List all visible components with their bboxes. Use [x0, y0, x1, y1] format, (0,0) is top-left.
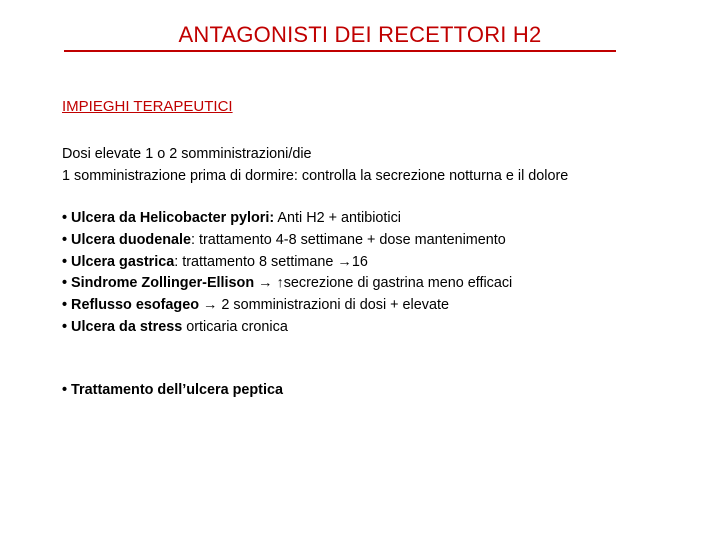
- bullet-bold-text: Reflusso esofageo →: [71, 297, 218, 314]
- bullet-item: [62, 230, 512, 252]
- bullet-item: [62, 317, 512, 339]
- bullet-item: [62, 295, 512, 317]
- bullet-text: Anti H2 + antibiotici: [274, 210, 401, 226]
- bullet-item: [62, 252, 512, 274]
- slide-title: ANTAGONISTI DEI RECETTORI H2: [178, 22, 542, 47]
- bullet-item: [62, 208, 512, 230]
- intro-line-2: 1 somministrazione prima di dormire: controlla la secrezione notturna e il dolore: [62, 167, 569, 184]
- bullet-bold-text: Ulcera duodenale: [71, 231, 192, 248]
- bullet-icon: •: [62, 275, 68, 292]
- bullet-item: [62, 273, 512, 295]
- section-subheading: IMPIEGHI TERAPEUTICI: [62, 98, 233, 115]
- bullet-bold-text: Ulcera da Helicobacter pylori:: [71, 210, 275, 226]
- bullet-icon: •: [62, 318, 68, 335]
- final-bullet: [62, 382, 283, 398]
- bullet-text: orticaria cronica: [182, 318, 288, 335]
- bullet-text: ↑secrezione di gastrina meno efficaci: [272, 275, 513, 292]
- bullet-icon: •: [62, 382, 68, 398]
- bullet-bold-text: Sindrome Zollinger-Ellison →: [71, 275, 273, 292]
- bullet-icon: •: [62, 253, 68, 270]
- title-underline-rule: [64, 50, 616, 52]
- intro-text: [62, 144, 568, 187]
- bullet-icon: •: [62, 231, 68, 248]
- final-bullet-text: Trattamento dell’ulcera peptica: [71, 382, 283, 398]
- bullet-bold-text: Ulcera da stress: [71, 318, 183, 335]
- bullet-bold-text: Ulcera gastrica: [71, 253, 175, 270]
- bullet-icon: •: [62, 210, 68, 226]
- intro-line-1: Dosi elevate 1 o 2 somministrazioni/die: [62, 146, 312, 162]
- bullet-text: : trattamento 8 settimane →16: [174, 253, 368, 270]
- bullet-list: [62, 208, 512, 339]
- bullet-text: 2 somministrazioni di dosi + elevate: [217, 297, 449, 314]
- bullet-text: : trattamento 4-8 settimane + dose mantenimento: [191, 231, 506, 248]
- bullet-icon: •: [62, 297, 68, 314]
